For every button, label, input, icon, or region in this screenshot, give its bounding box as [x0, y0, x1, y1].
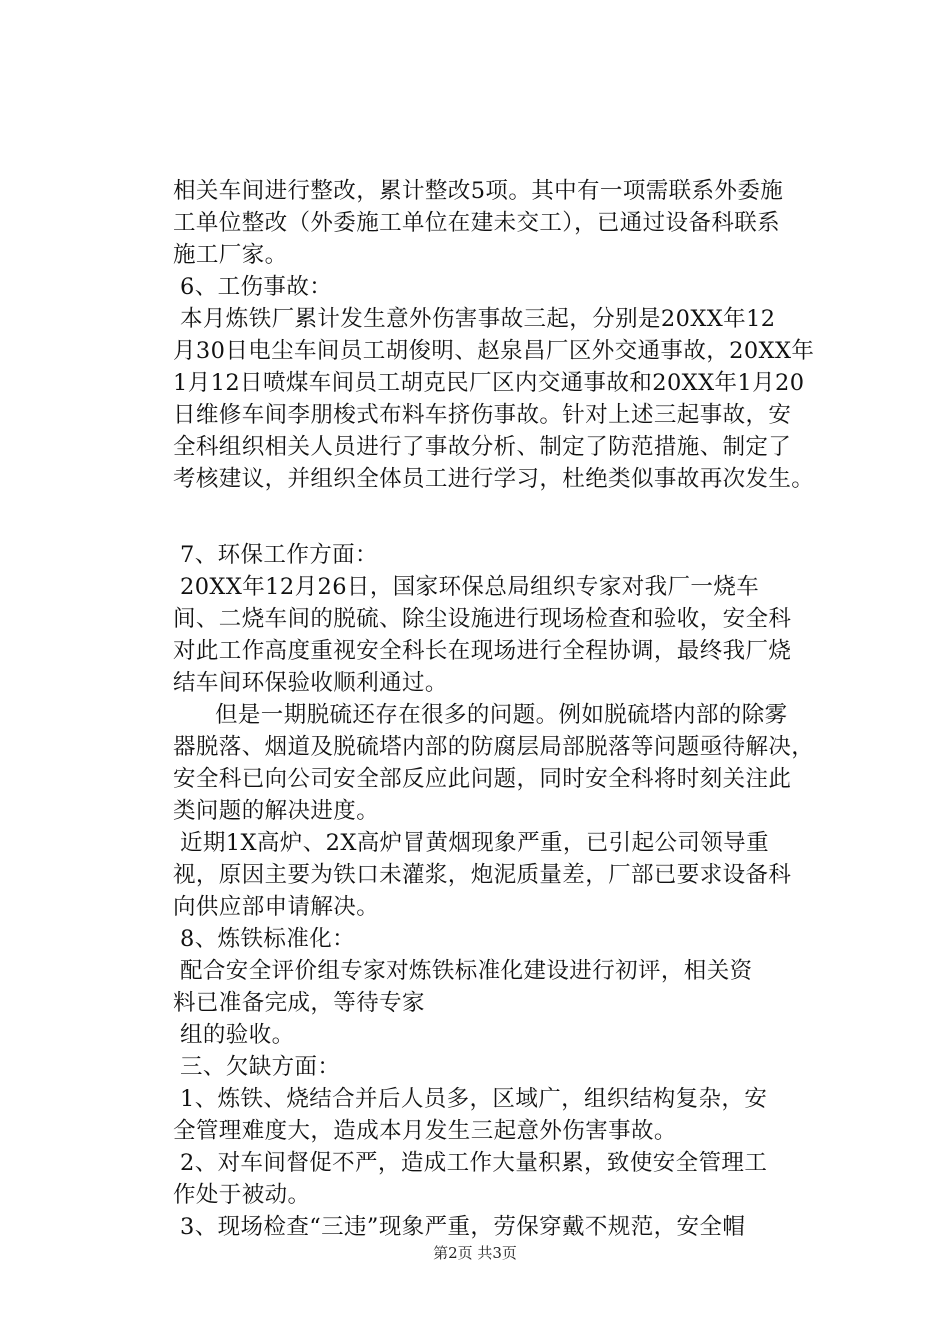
text-line: 但是一期脱硫还存在很多的问题。例如脱硫塔内部的除雾: [215, 702, 788, 728]
text-line: 全管理难度大，造成本月发生三起意外伤害事故。: [173, 1118, 677, 1144]
section-heading: 8、炼铁标准化：: [180, 926, 356, 952]
text-line: 视，原因主要为铁口未灌浆，炮泥质量差，厂部已要求设备科: [173, 862, 792, 888]
text-line: 相关车间进行整改，累计整改5项。其中有一项需联系外委施: [173, 178, 784, 204]
page-footer: 第2页 共3页: [433, 1244, 517, 1262]
text-line: 向供应部申请解决。: [173, 894, 380, 920]
section-heading: 6、工伤事故：: [180, 274, 333, 300]
text-line: 类问题的解决进度。: [173, 798, 380, 824]
text-line: 20XX年12月26日，国家环保总局组织专家对我厂一烧车: [180, 574, 760, 600]
text-line: 结车间环保验收顺利通过。: [173, 670, 448, 696]
text-line: 日维修车间李朋梭式布料车挤伤事故。针对上述三起事故，安: [173, 402, 792, 428]
text-line: 作处于被动。: [173, 1182, 311, 1208]
text-line: 组的验收。: [180, 1022, 295, 1048]
section-heading: 7、环保工作方面：: [180, 542, 378, 568]
text-line: 工单位整改（外委施工单位在建未交工），已通过设备科联系: [173, 210, 781, 236]
text-line: 配合安全评价组专家对炼铁标准化建设进行初评，相关资: [180, 958, 753, 984]
text-line: 2、对车间督促不严，造成工作大量积累，致使安全管理工: [180, 1150, 768, 1176]
section-heading: 三、欠缺方面：: [180, 1054, 341, 1080]
text-line: 对此工作高度重视安全科长在现场进行全程协调，最终我厂烧: [173, 638, 792, 664]
text-line: 近期1X高炉、2X高炉冒黄烟现象严重，已引起公司领导重: [180, 830, 769, 856]
text-line: 1、炼铁、烧结合并后人员多，区域广，组织结构复杂，安: [180, 1086, 768, 1112]
text-line: 间、二烧车间的脱硫、除尘设施进行现场检查和验收，安全科: [173, 606, 792, 632]
text-line: 本月炼铁厂累计发生意外伤害事故三起，分别是20XX年12: [180, 306, 776, 332]
text-line: 1月12日喷煤车间员工胡克民厂区内交通事故和20XX年1月20: [173, 370, 805, 396]
text-line: 施工厂家。: [173, 242, 288, 268]
text-line: 料已准备完成，等待专家: [173, 990, 425, 1016]
text-line: 3、现场检查“三违”现象严重，劳保穿戴不规范，安全帽: [180, 1214, 746, 1240]
text-line: 月30日电尘车间员工胡俊明、赵泉昌厂区外交通事故，20XX年: [173, 338, 815, 364]
text-line: 器脱落、烟道及脱硫塔内部的防腐层局部脱落等问题亟待解决，: [173, 734, 815, 760]
text-line: 考核建议，并组织全体员工进行学习，杜绝类似事故再次发生。: [173, 466, 815, 492]
text-line: 安全科已向公司安全部反应此问题，同时安全科将时刻关注此: [173, 766, 792, 792]
text-line: 全科组织相关人员进行了事故分析、制定了防范措施、制定了: [173, 434, 792, 460]
